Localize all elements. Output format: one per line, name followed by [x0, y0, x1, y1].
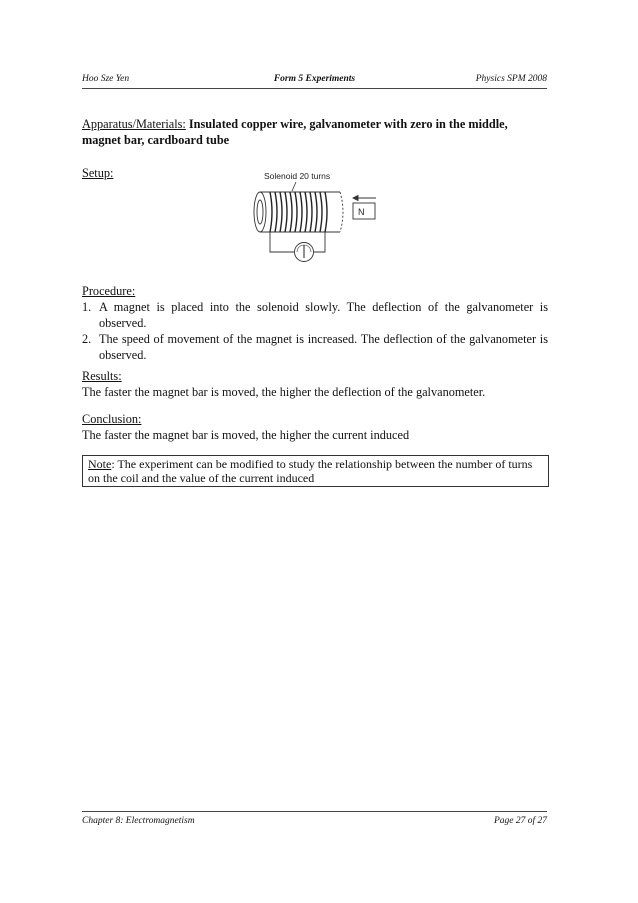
results-section	[82, 368, 548, 400]
step-text: The speed of movement of the magnet is increased. The deflection of the galvanometer is observed.	[99, 332, 548, 362]
procedure-list	[82, 299, 548, 363]
header-subject: Physics SPM 2008	[475, 74, 547, 84]
conclusion-text: The faster the magnet bar is moved, the higher the current induced	[82, 428, 410, 442]
header-author: Hoo Sze Yen	[82, 74, 130, 84]
procedure-step	[82, 299, 548, 331]
step-text: A magnet is placed into the solenoid slowly. The deflection of the galvanometer is observed.	[99, 300, 548, 330]
label-pointer	[292, 182, 296, 191]
solenoid-label: Solenoid 20 turns	[264, 171, 331, 181]
footer-page-number: Page 27 of 27	[493, 816, 547, 826]
note-text: : The experiment can be modified to study the relationship between the number of turns on the coil and the value of the current induced	[88, 457, 533, 485]
footer-chapter: Chapter 8: Electromagnetism	[82, 816, 195, 826]
apparatus-label: Apparatus/Materials:	[82, 117, 186, 131]
header-title: Form 5 Experiments	[273, 74, 356, 84]
conclusion-section	[82, 411, 548, 443]
solenoid-diagram	[240, 170, 388, 272]
note-label: Note	[88, 457, 112, 471]
magnet-pole-label: N	[358, 207, 365, 217]
page-header	[82, 74, 547, 89]
note-box	[82, 455, 549, 487]
galvanometer-icon	[295, 243, 314, 262]
conclusion-label: Conclusion:	[82, 412, 142, 426]
results-text: The faster the magnet bar is moved, the higher the deflection of the galvanometer.	[82, 385, 486, 399]
step-number: 2.	[82, 332, 92, 346]
procedure-label: Procedure:	[82, 284, 136, 298]
cardboard-tube	[254, 192, 343, 232]
coil-windings	[270, 192, 327, 232]
motion-arrow	[353, 196, 376, 201]
setup-label: Setup:	[82, 166, 114, 180]
procedure-step	[82, 331, 548, 363]
apparatus-text: Insulated copper wire, galvanometer with zero in the middle, magnet bar, cardboard tube	[82, 117, 508, 147]
apparatus-section	[82, 116, 548, 148]
procedure-heading	[82, 283, 548, 299]
results-label: Results:	[82, 369, 122, 383]
page-footer	[82, 811, 547, 830]
step-number: 1.	[82, 300, 92, 314]
